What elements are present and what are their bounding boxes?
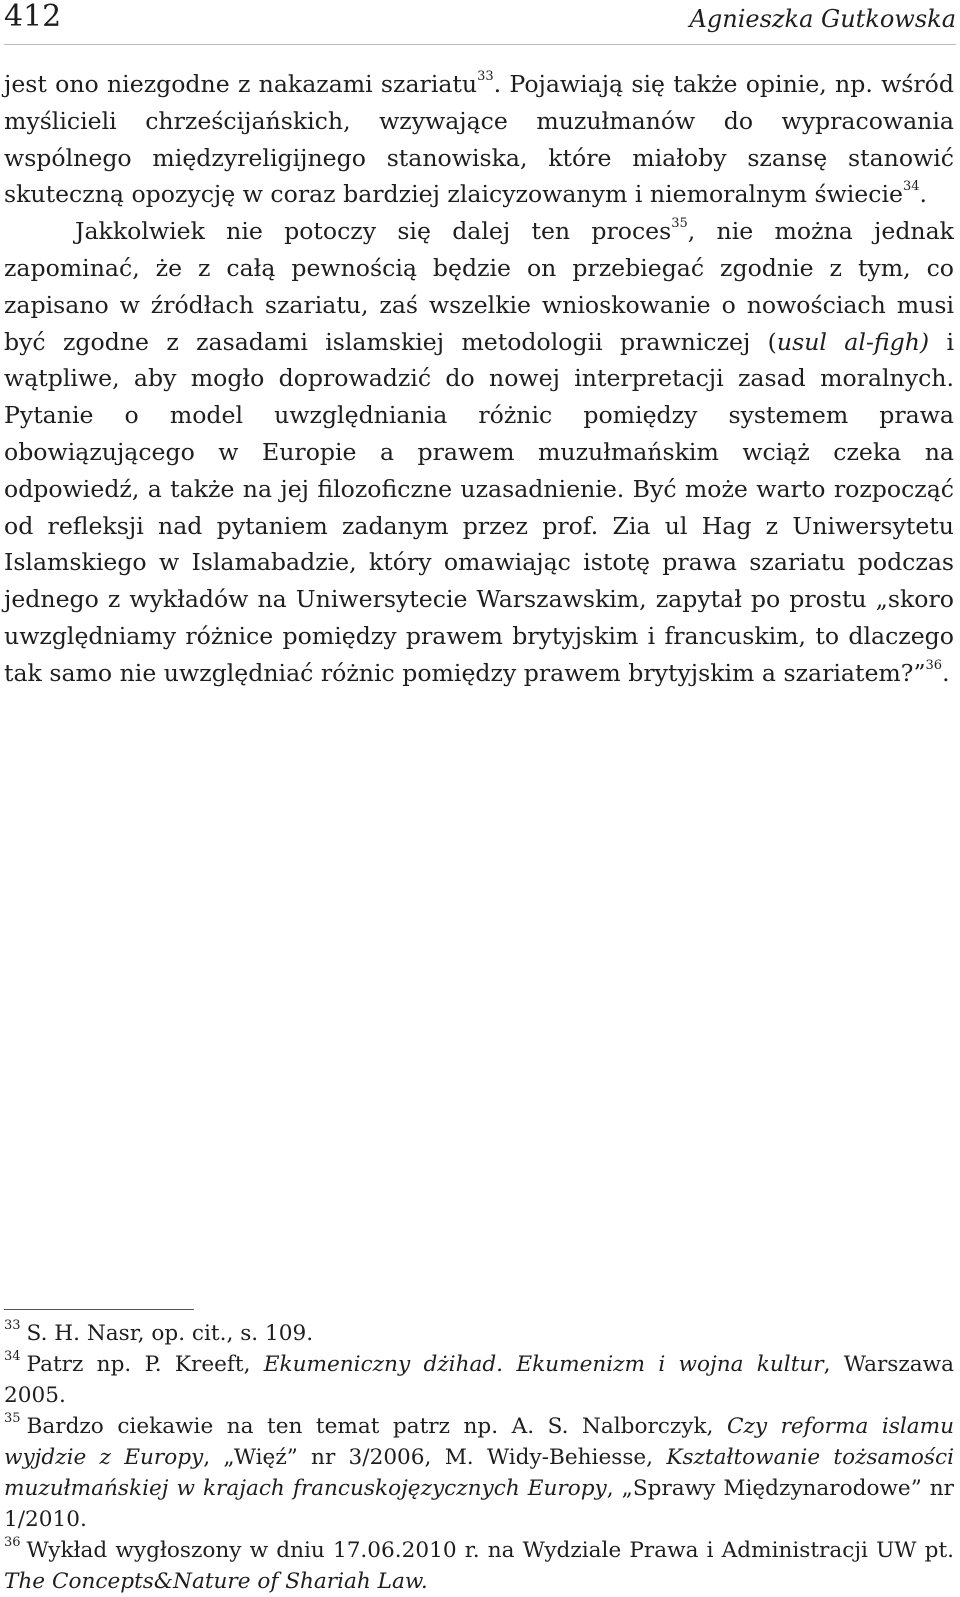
footnote-number: 33 bbox=[4, 1318, 21, 1333]
footnote-text: , „Sprawy Międzynarodowe” nr 1/2010. bbox=[4, 1476, 954, 1532]
main-text bbox=[4, 66, 954, 692]
footnotes bbox=[4, 1318, 954, 1597]
footnote-divider bbox=[4, 1309, 194, 1310]
footnote-number: 36 bbox=[4, 1535, 21, 1550]
text-run: . bbox=[919, 180, 928, 209]
term-usul-al-figh: usul al-figh) bbox=[776, 327, 930, 356]
footnote-title: Ekumeniczny dżihad. Ekumenizm i wojna kultur bbox=[263, 1352, 824, 1377]
footnote-36 bbox=[4, 1535, 954, 1597]
footnote-text: Patrz np. P. Kreeft, bbox=[26, 1352, 264, 1377]
footnote-text: S. H. Nasr, op. cit., s. 109. bbox=[26, 1321, 314, 1346]
paragraph-1 bbox=[4, 66, 954, 213]
footnote-33 bbox=[4, 1318, 954, 1349]
footnote-number: 35 bbox=[4, 1411, 21, 1426]
page-header bbox=[4, 0, 956, 45]
text-run: . bbox=[942, 658, 950, 687]
text-run: jest ono niezgodne z nakazami szariatu bbox=[4, 70, 478, 98]
running-head-author: Agnieszka Gutkowska bbox=[689, 5, 956, 33]
footnote-title: Kształtowanie tożsamości muzułmańskiej w krajach francuskojęzycznych Europy bbox=[4, 1445, 954, 1501]
footnote-ref-34[interactable]: 34 bbox=[902, 179, 920, 195]
footnote-ref-35[interactable]: 35 bbox=[671, 216, 688, 232]
page-number: 412 bbox=[4, 0, 62, 34]
footnote-text: Bardzo ciekawie na ten temat patrz np. A. S. Nalborczyk, bbox=[26, 1414, 727, 1439]
text-run: , nie można jednak zapominać, że z całą pewnością będzie on przebiegać zgodnie z tym, co zapisano w źródłach szariatu, zaś wszelkie wnioskowanie o nowościach musi być zgodne z zasadami islamskiej metodologii prawniczej ( bbox=[4, 217, 954, 356]
footnote-text: , Warszawa 2005. bbox=[4, 1352, 954, 1408]
footnote-34 bbox=[4, 1349, 954, 1411]
footnote-35 bbox=[4, 1411, 954, 1535]
paragraph-2 bbox=[4, 213, 954, 691]
footnote-text: , „Więź” nr 3/2006, M. Widy-Behiesse, bbox=[203, 1445, 667, 1470]
footnote-title: Czy reforma islamu wyjdzie z Europy bbox=[4, 1414, 954, 1470]
text-run: Jakkolwiek nie potoczy się dalej ten proces bbox=[75, 217, 672, 246]
text-run: i wątpliwe, aby mogło doprowadzić do nowej interpretacji zasad moralnych. Pytanie o model uwzględniania różnic pomiędzy systemem prawa obowiązującego w Europie a prawem muzułmańskim wciąż czeka na odpowiedź, a także na jej filozoficzne uzasadnienie. Być może warto rozpocząć od refleksji nad pytaniem zadanym przez prof. Zia ul Hag z Uniwersytetu Islamskiego w Islamabadzie, który omawiając istotę prawa szariatu podczas jednego z wykładów na Uniwersytecie Warszawskim, zapytał po prostu „skoro uwzględniamy różnice pomiędzy prawem brytyjskim i francuskim, to dlaczego tak samo nie uwzględniać różnic pomiędzy prawem brytyjskim a szariatem?” bbox=[4, 327, 954, 687]
footnote-number: 34 bbox=[4, 1349, 21, 1364]
footnote-text: Wykład wygłoszony w dniu 17.06.2010 r. na Wydziale Prawa i Administracji UW pt. bbox=[26, 1538, 954, 1563]
footnote-ref-36[interactable]: 36 bbox=[925, 657, 943, 673]
footnote-title: The Concepts&Nature of Shariah Law. bbox=[4, 1569, 428, 1594]
text-run: . Pojawiają się także opinie, np. wśród myślicieli chrześcijańskich, wzywające muzułmanów do wypracowania wspólnego międzyreligijnego stanowiska, które miałoby szansę stanowić skuteczną opozycję w coraz bardziej zlaicyzowanym i niemoralnym świecie bbox=[4, 70, 954, 209]
footnote-ref-33[interactable]: 33 bbox=[477, 69, 494, 84]
